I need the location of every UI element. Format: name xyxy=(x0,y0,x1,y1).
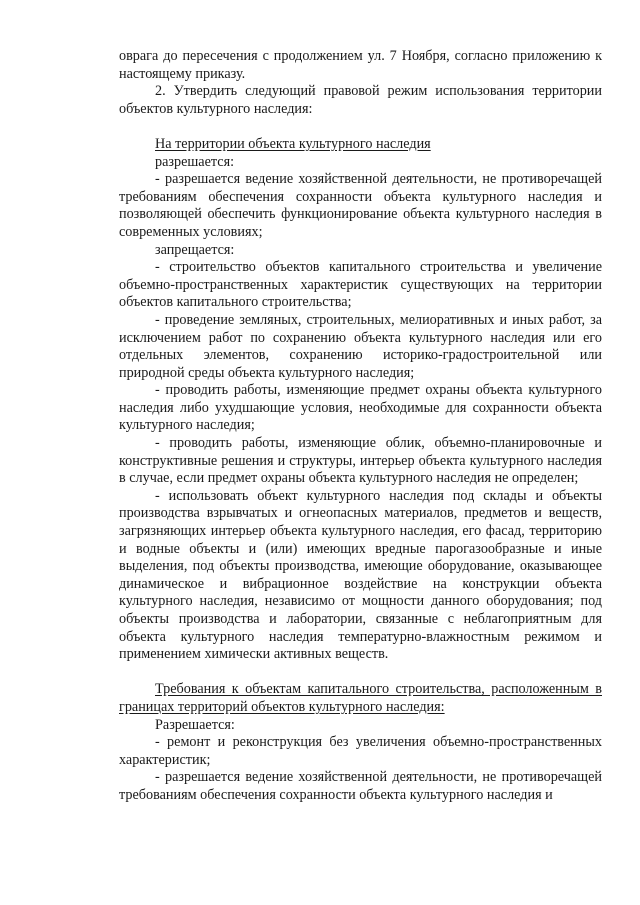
section1-forbidden-item: - проводить работы, изменяющие облик, объемно-планировочные и конструктивные решения и структуры, интерьер объекта культурного наследия в случае, если предмет охраны объекта культурного наследия не определен; xyxy=(119,435,602,487)
section1-forbidden-item: - строительство объектов капитального строительства и увеличение объемно-пространственных характеристик существующих на территории объектов капитального строительства; xyxy=(119,259,602,311)
section1-forbidden-item: - проведение земляных, строительных, мелиоративных и иных работ, за исключением работ по сохранению объекта культурного наследия или его отдельных элементов, сохранению историко-градостроительной или природной среды объекта культурного наследия; xyxy=(119,311,602,381)
section1-forbidden-item: - проводить работы, изменяющие предмет охраны объекта культурного наследия либо ухудшающие условия, необходимые для сохранности объекта культурного наследия; xyxy=(119,382,602,434)
section2-allowed-item: - разрешается ведение хозяйственной деятельности, не противоречащей требованиям обеспечения сохранности объекта культурного наследия и xyxy=(119,769,602,803)
section1-allowed-label: разрешается: xyxy=(155,153,235,170)
section2-heading xyxy=(119,681,602,716)
intro-paragraph: оврага до пересечения с продолжением ул. 7 Ноября, согласно приложению к настоящему приказу. xyxy=(119,48,602,82)
section1-allowed-item: - разрешается ведение хозяйственной деятельности, не противоречащей требованиям обеспечения сохранности объекта культурного наследия и позволяющей обеспечить функционирование объекта культурного наследия в современных условиях; xyxy=(119,171,602,240)
section1-heading-text: На территории объекта культурного наследия xyxy=(155,135,431,152)
section2-allowed-label: Разрешается: xyxy=(155,716,235,733)
spacer xyxy=(119,664,602,682)
section1-heading xyxy=(119,136,602,154)
item-2-paragraph: 2. Утвердить следующий правовой режим использования территории объектов культурного наследия: xyxy=(119,83,602,117)
section2-allowed-item: - ремонт и реконструкция без увеличения объемно-пространственных характеристик; xyxy=(119,734,602,768)
section1-forbidden-label: запрещается: xyxy=(155,241,235,258)
spacer xyxy=(119,118,602,136)
section2-heading-text: Требования к объектам капитального строительства, расположенным в границах территорий объектов культурного наследия: xyxy=(119,681,602,715)
section1-forbidden-item: - использовать объект культурного наследия под склады и объекты производства взрывчатых и огнеопасных материалов, предметов и веществ, загрязняющих интерьер объекта культурного наследия, его фасад, территорию и водные объекты и (или) имеющих вредные парогазообразные и иные выделения, под объекты производства, имеющие оборудование, оказывающее динамическое и вибрационное воздействие на конструкции объекта культурного наследия, независимо от мощности данного оборудования; под объекты производства и лаборатории, связанные с неблагоприятным для объекта культурного наследия температурно-влажностным режимом и применением химически активных веществ. xyxy=(119,487,602,663)
